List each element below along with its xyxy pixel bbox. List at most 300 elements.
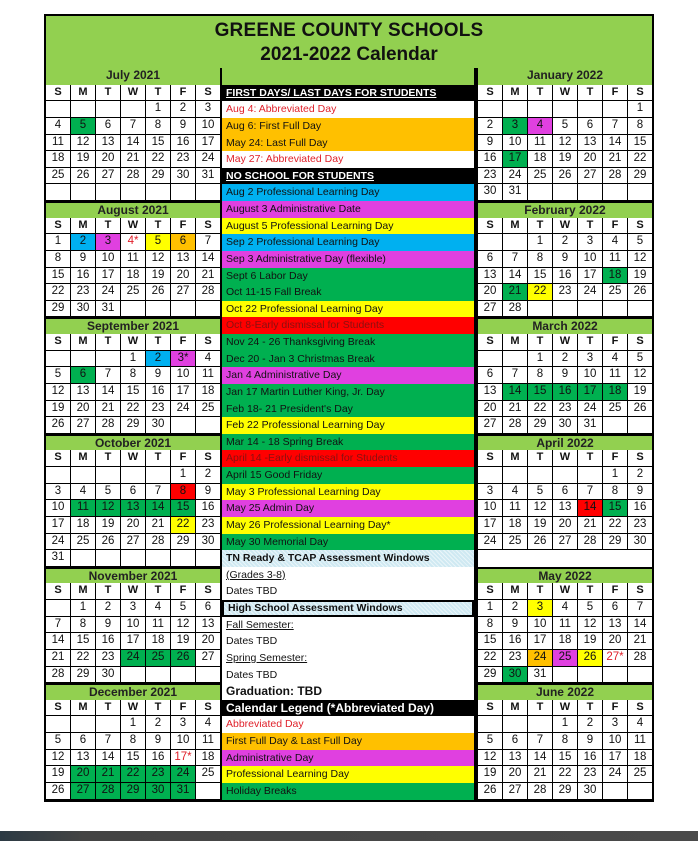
weekday-label: W: [121, 85, 146, 102]
day-cell: 6: [478, 367, 503, 384]
day-cell: 18: [553, 633, 578, 650]
week-row: [478, 534, 652, 551]
day-cell: 11: [603, 251, 628, 268]
day-cell: 9: [553, 251, 578, 268]
day-cell: 11: [46, 135, 71, 152]
legend-heading: Calendar Legend (*Abbreviated Day): [222, 700, 474, 717]
weekday-header-row: [478, 450, 652, 467]
legend-item: Abbreviated Day: [222, 716, 474, 733]
day-cell: 17: [578, 384, 603, 401]
day-cell: 3: [603, 716, 628, 733]
event-row: May 3 Professional Learning Day: [222, 484, 474, 501]
weekday-label: T: [96, 334, 121, 351]
weekday-label: M: [71, 218, 96, 235]
day-cell: 27: [71, 417, 96, 434]
day-cell: 31: [578, 417, 603, 434]
day-cell: 16: [196, 500, 220, 517]
day-cell: 4: [603, 351, 628, 368]
week-row: [46, 101, 220, 118]
empty-day-cell: [528, 467, 553, 484]
day-cell: 2: [71, 234, 96, 251]
day-cell: 31: [46, 550, 71, 567]
day-cell: 24: [478, 534, 503, 551]
day-cell: 7: [146, 484, 171, 501]
day-cell: 10: [171, 733, 196, 750]
weekday-label: S: [478, 700, 503, 717]
day-cell: 9: [146, 733, 171, 750]
day-cell: 1: [146, 101, 171, 118]
day-cell: 3: [96, 234, 121, 251]
day-cell: 10: [46, 500, 71, 517]
day-cell: 16: [628, 500, 652, 517]
day-cell: 24: [96, 284, 121, 301]
day-cell: 12: [146, 251, 171, 268]
day-cell: 11: [196, 733, 220, 750]
empty-day-cell: [46, 600, 71, 617]
week-row: [478, 367, 652, 384]
day-cell: 17: [528, 633, 553, 650]
day-cell: 15: [121, 750, 146, 767]
day-cell: 5: [478, 733, 503, 750]
empty-day-cell: [96, 351, 121, 368]
day-cell: 22: [528, 401, 553, 418]
day-cell: 26: [628, 401, 652, 418]
weekday-label: T: [96, 218, 121, 235]
day-cell: 24: [603, 766, 628, 783]
day-cell: 26: [553, 168, 578, 185]
day-cell: 27: [71, 783, 96, 800]
day-cell: 7: [603, 118, 628, 135]
week-row: [46, 534, 220, 551]
day-cell: 18: [46, 151, 71, 168]
day-cell: 1: [71, 600, 96, 617]
day-cell: 23: [196, 517, 220, 534]
day-cell: 28: [503, 301, 528, 318]
weekday-header-row: [46, 85, 220, 102]
empty-day-cell: [478, 351, 503, 368]
empty-day-cell: [528, 716, 553, 733]
day-cell: 14: [603, 135, 628, 152]
day-cell: 13: [503, 750, 528, 767]
weekday-label: M: [503, 583, 528, 600]
day-cell: 26: [46, 783, 71, 800]
weekday-header-row: [478, 85, 652, 102]
day-cell: 12: [578, 617, 603, 634]
empty-day-cell: [553, 667, 578, 684]
day-cell: 25: [196, 766, 220, 783]
weekday-label: S: [628, 700, 652, 717]
event-row: May 26 Professional Learning Day*: [222, 517, 474, 534]
weekday-label: M: [71, 583, 96, 600]
day-cell: 6: [603, 600, 628, 617]
day-cell: 26: [578, 650, 603, 667]
day-cell: 9: [578, 733, 603, 750]
day-cell: 30: [96, 667, 121, 684]
day-cell: 2: [146, 351, 171, 368]
day-cell: 28: [503, 417, 528, 434]
empty-day-cell: [96, 101, 121, 118]
day-cell: 10: [528, 617, 553, 634]
day-cell: 20: [503, 766, 528, 783]
day-cell: 22: [171, 517, 196, 534]
week-row: [46, 367, 220, 384]
assessment-heading: High School Assessment Windows: [222, 600, 474, 617]
day-cell: 4: [603, 234, 628, 251]
day-cell: 4: [146, 600, 171, 617]
day-cell: 29: [478, 667, 503, 684]
day-cell: 15: [528, 268, 553, 285]
weekday-label: S: [46, 85, 71, 102]
day-cell: 22: [528, 284, 553, 301]
weekday-label: T: [578, 85, 603, 102]
week-row: [478, 351, 652, 368]
empty-day-cell: [603, 101, 628, 118]
week-row: [478, 716, 652, 733]
day-cell: 5: [553, 118, 578, 135]
day-cell: 7: [528, 733, 553, 750]
day-cell: 8: [603, 484, 628, 501]
day-cell: 18: [196, 384, 220, 401]
day-cell: 31: [528, 667, 553, 684]
day-cell: 4*: [121, 234, 146, 251]
day-cell: 18: [528, 151, 553, 168]
week-row: [46, 484, 220, 501]
empty-day-cell: [96, 550, 121, 567]
empty-day-cell: [171, 667, 196, 684]
day-cell: 3: [578, 351, 603, 368]
day-cell: 24: [46, 534, 71, 551]
day-cell: 2: [171, 101, 196, 118]
empty-day-cell: [603, 783, 628, 800]
day-cell: 23: [628, 517, 652, 534]
day-cell: 12: [553, 135, 578, 152]
day-cell: 8: [121, 367, 146, 384]
weekday-label: S: [628, 218, 652, 235]
day-cell: 1: [171, 467, 196, 484]
event-row: Jan 4 Administrative Day: [222, 367, 474, 384]
day-cell: 11: [528, 135, 553, 152]
week-row: [478, 135, 652, 152]
empty-day-cell: [71, 184, 96, 201]
day-cell: 21: [503, 284, 528, 301]
day-cell: 14: [578, 500, 603, 517]
day-cell: 28: [578, 534, 603, 551]
day-cell: 4: [528, 118, 553, 135]
day-cell: 14: [96, 750, 121, 767]
day-cell: 25: [71, 534, 96, 551]
weekday-label: T: [146, 450, 171, 467]
legend-item: First Full Day & Last Full Day: [222, 733, 474, 750]
day-cell: 26: [628, 284, 652, 301]
legend-item: Professional Learning Day: [222, 766, 474, 783]
day-cell: 8: [171, 484, 196, 501]
empty-day-cell: [196, 783, 220, 800]
day-cell: 21: [96, 766, 121, 783]
weekday-label: T: [96, 450, 121, 467]
weekday-label: T: [578, 700, 603, 717]
weekday-header-row: [46, 218, 220, 235]
weekday-label: F: [603, 85, 628, 102]
event-row: Fall Semester:: [222, 617, 474, 634]
week-row: [478, 600, 652, 617]
header-spacer: [222, 68, 474, 85]
month-february-2022: [478, 201, 652, 317]
day-cell: 13: [478, 268, 503, 285]
day-cell: 20: [196, 633, 220, 650]
day-cell: 4: [628, 716, 652, 733]
day-cell: 21: [121, 151, 146, 168]
day-cell: 5: [171, 600, 196, 617]
weekday-label: M: [503, 700, 528, 717]
day-cell: 1: [603, 467, 628, 484]
empty-day-cell: [46, 184, 71, 201]
day-cell: 28: [96, 417, 121, 434]
day-cell: 8: [121, 733, 146, 750]
day-cell: 23: [553, 284, 578, 301]
weekday-label: T: [578, 583, 603, 600]
day-cell: 10: [603, 733, 628, 750]
week-row: [478, 401, 652, 418]
empty-day-cell: [628, 667, 652, 684]
day-cell: 7: [96, 733, 121, 750]
empty-day-cell: [553, 184, 578, 201]
day-cell: 16: [503, 633, 528, 650]
day-cell: 22: [121, 401, 146, 418]
day-cell: 27: [503, 783, 528, 800]
empty-day-cell: [171, 417, 196, 434]
day-cell: 14: [503, 268, 528, 285]
day-cell: 3: [503, 118, 528, 135]
day-cell: 17: [121, 633, 146, 650]
day-cell: 27: [478, 301, 503, 318]
day-cell: 9: [478, 135, 503, 152]
day-cell: 11: [196, 367, 220, 384]
day-cell: 9: [171, 118, 196, 135]
day-cell: 25: [196, 401, 220, 418]
day-cell: 20: [171, 268, 196, 285]
day-cell: 17: [578, 268, 603, 285]
week-row: [46, 168, 220, 185]
empty-day-cell: [71, 351, 96, 368]
day-cell: 23: [171, 151, 196, 168]
day-cell: 15: [121, 384, 146, 401]
empty-day-cell: [121, 467, 146, 484]
day-cell: 22: [71, 650, 96, 667]
month-header: April 2022: [478, 434, 652, 451]
weekday-label: S: [628, 334, 652, 351]
weekday-label: F: [171, 334, 196, 351]
weekday-header-row: [478, 700, 652, 717]
day-cell: 11: [503, 500, 528, 517]
day-cell: 23: [96, 650, 121, 667]
empty-day-cell: [96, 184, 121, 201]
month-header: January 2022: [478, 68, 652, 85]
week-row: [478, 650, 652, 667]
day-cell: 19: [46, 766, 71, 783]
day-cell: 5: [96, 484, 121, 501]
weekday-header-row: [46, 450, 220, 467]
weekday-label: T: [528, 218, 553, 235]
weekday-label: T: [146, 218, 171, 235]
day-cell: 24: [171, 401, 196, 418]
day-cell: 11: [628, 733, 652, 750]
day-cell: 31: [171, 783, 196, 800]
event-row: Oct 22 Professional Learning Day: [222, 301, 474, 318]
day-cell: 25: [628, 766, 652, 783]
day-cell: 21: [46, 650, 71, 667]
event-row: Dates TBD: [222, 633, 474, 650]
week-row: [478, 667, 652, 684]
weekday-label: S: [196, 700, 220, 717]
day-cell: 2: [578, 716, 603, 733]
weekday-label: F: [603, 450, 628, 467]
week-row: [478, 484, 652, 501]
weekday-label: T: [528, 85, 553, 102]
day-cell: 25: [503, 534, 528, 551]
weekday-label: S: [196, 218, 220, 235]
empty-day-cell: [146, 550, 171, 567]
weekday-label: S: [478, 218, 503, 235]
weekday-label: T: [578, 334, 603, 351]
day-cell: 5: [528, 484, 553, 501]
day-cell: 17: [46, 517, 71, 534]
weekday-label: W: [121, 583, 146, 600]
day-cell: 19: [171, 633, 196, 650]
month-header: October 2021: [46, 434, 220, 451]
month-header: September 2021: [46, 317, 220, 334]
day-cell: 7: [503, 251, 528, 268]
day-cell: 1: [553, 716, 578, 733]
event-row: Aug 2 Professional Learning Day: [222, 184, 474, 201]
day-cell: 29: [146, 168, 171, 185]
weekday-label: M: [71, 450, 96, 467]
day-cell: 13: [71, 384, 96, 401]
day-cell: 24: [503, 168, 528, 185]
day-cell: 28: [146, 534, 171, 551]
day-cell: 18: [121, 268, 146, 285]
day-cell: 24: [121, 650, 146, 667]
day-cell: 14: [121, 135, 146, 152]
week-row: [46, 500, 220, 517]
day-cell: 11: [553, 617, 578, 634]
month-january-2022: [478, 68, 652, 201]
left-months-column: [46, 68, 220, 800]
weekday-label: M: [71, 85, 96, 102]
event-row: Dates TBD: [222, 667, 474, 684]
day-cell: 10: [171, 367, 196, 384]
empty-day-cell: [553, 301, 578, 318]
empty-day-cell: [171, 301, 196, 318]
day-cell: 16: [553, 268, 578, 285]
day-cell: 29: [171, 534, 196, 551]
week-row: [46, 467, 220, 484]
event-row: August 3 Administrative Date: [222, 201, 474, 218]
week-row: [46, 301, 220, 318]
day-cell: 23: [146, 401, 171, 418]
month-header: July 2021: [46, 68, 220, 85]
day-cell: 13: [71, 750, 96, 767]
week-row: [478, 118, 652, 135]
day-cell: 7: [121, 118, 146, 135]
day-cell: 29: [603, 534, 628, 551]
day-cell: 22: [121, 766, 146, 783]
weekday-label: S: [478, 450, 503, 467]
day-cell: 23: [146, 766, 171, 783]
empty-day-cell: [46, 716, 71, 733]
weekday-label: W: [121, 450, 146, 467]
day-cell: 30: [146, 783, 171, 800]
day-cell: 8: [478, 617, 503, 634]
day-cell: 21: [578, 517, 603, 534]
month-september-2021: [46, 317, 220, 433]
day-cell: 27: [478, 417, 503, 434]
week-row: [478, 500, 652, 517]
weekday-label: F: [603, 334, 628, 351]
week-row: [46, 401, 220, 418]
school-district-title: GREENE COUNTY SCHOOLS: [214, 20, 484, 41]
week-row: [478, 467, 652, 484]
day-cell: 3: [578, 234, 603, 251]
day-cell: 12: [71, 135, 96, 152]
week-row: [46, 600, 220, 617]
empty-day-cell: [503, 234, 528, 251]
weekday-label: W: [553, 334, 578, 351]
day-cell: 5: [46, 367, 71, 384]
day-cell: 11: [121, 251, 146, 268]
weekday-label: S: [196, 450, 220, 467]
day-cell: 28: [628, 650, 652, 667]
empty-day-cell: [503, 101, 528, 118]
day-cell: 13: [478, 384, 503, 401]
day-cell: 27: [196, 650, 220, 667]
day-cell: 13: [578, 135, 603, 152]
day-cell: 14: [503, 384, 528, 401]
weekday-label: F: [171, 700, 196, 717]
assessment-heading: TN Ready & TCAP Assessment Windows: [222, 550, 474, 567]
weekday-header-row: [46, 583, 220, 600]
event-row: May 27: Abbreviated Day: [222, 151, 474, 168]
month-header: June 2022: [478, 683, 652, 700]
day-cell: 30: [71, 301, 96, 318]
week-row: [46, 351, 220, 368]
day-cell: 15: [46, 268, 71, 285]
event-row: Feb 22 Professional Learning Day: [222, 417, 474, 434]
empty-day-cell: [603, 301, 628, 318]
day-cell: 14: [196, 251, 220, 268]
day-cell: 28: [196, 284, 220, 301]
day-cell: 16: [146, 384, 171, 401]
empty-day-cell: [196, 667, 220, 684]
empty-day-cell: [71, 467, 96, 484]
day-cell: 8: [146, 118, 171, 135]
day-cell: 30: [196, 534, 220, 551]
empty-day-cell: [553, 467, 578, 484]
week-row: [46, 135, 220, 152]
empty-day-cell: [578, 467, 603, 484]
day-cell: 19: [553, 151, 578, 168]
weekday-label: W: [553, 583, 578, 600]
week-row: [478, 517, 652, 534]
day-cell: 15: [146, 135, 171, 152]
section-heading: NO SCHOOL FOR STUDENTS: [222, 168, 474, 185]
day-cell: 1: [528, 351, 553, 368]
day-cell: 20: [578, 151, 603, 168]
day-cell: 15: [171, 500, 196, 517]
weekday-label: M: [71, 334, 96, 351]
day-cell: 9: [71, 251, 96, 268]
day-cell: 30: [503, 667, 528, 684]
weekday-label: M: [503, 218, 528, 235]
